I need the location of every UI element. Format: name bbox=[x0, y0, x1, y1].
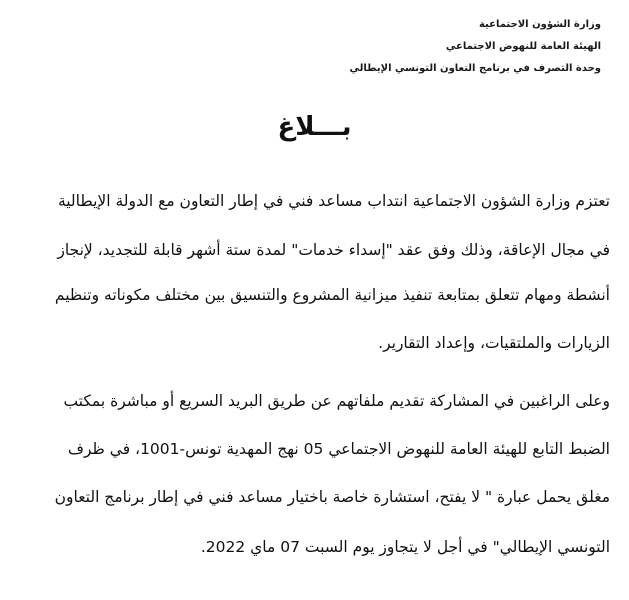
announcement-title: بـــلاغ bbox=[277, 112, 352, 142]
ministry-name: وزارة الشؤون الاجتماعية bbox=[478, 19, 601, 30]
body-line: تعتزم وزارة الشؤون الاجتماعية انتداب مساعد فني في إطار التعاون مع الدولة الإيطالية bbox=[57, 192, 610, 210]
body-line: مغلق يحمل عبارة " لا يفتح، استشارة خاصة باختيار مساعد فني في إطار برنامج التعاون bbox=[54, 488, 610, 506]
body-line: في مجال الإعاقة، وذلك وفق عقد "إسداء خدمات" لمدة ستة أشهر قابلة للتجديد، لإنجاز bbox=[57, 241, 610, 259]
authority-name: الهيئة العامة للنهوض الاجتماعي bbox=[445, 41, 601, 52]
body-line: الضبط التابع للهيئة العامة للنهوض الاجتماعي 05 نهج المهدية تونس-1001، في ظرف bbox=[67, 440, 610, 458]
unit-name: وحدة التصرف في برنامج التعاون التونسي الإيطالي bbox=[349, 63, 601, 74]
letterhead bbox=[281, 14, 601, 80]
body-line: الزيارات والملتقيات، وإعداد التقارير. bbox=[378, 334, 610, 352]
body-line: وعلى الراغبين في المشاركة تقديم ملفاتهم عن طريق البريد السريع أو مباشرة بمكتب bbox=[63, 392, 610, 410]
body-line: التونسي الإيطالي" في أجل لا يتجاوز يوم السبت 07 ماي 2022. bbox=[200, 538, 610, 556]
body-line: أنشطة ومهام تتعلق بمتابعة تنفيذ ميزانية المشروع والتنسيق بين مختلف مكوناته وتنظيم bbox=[54, 286, 610, 304]
